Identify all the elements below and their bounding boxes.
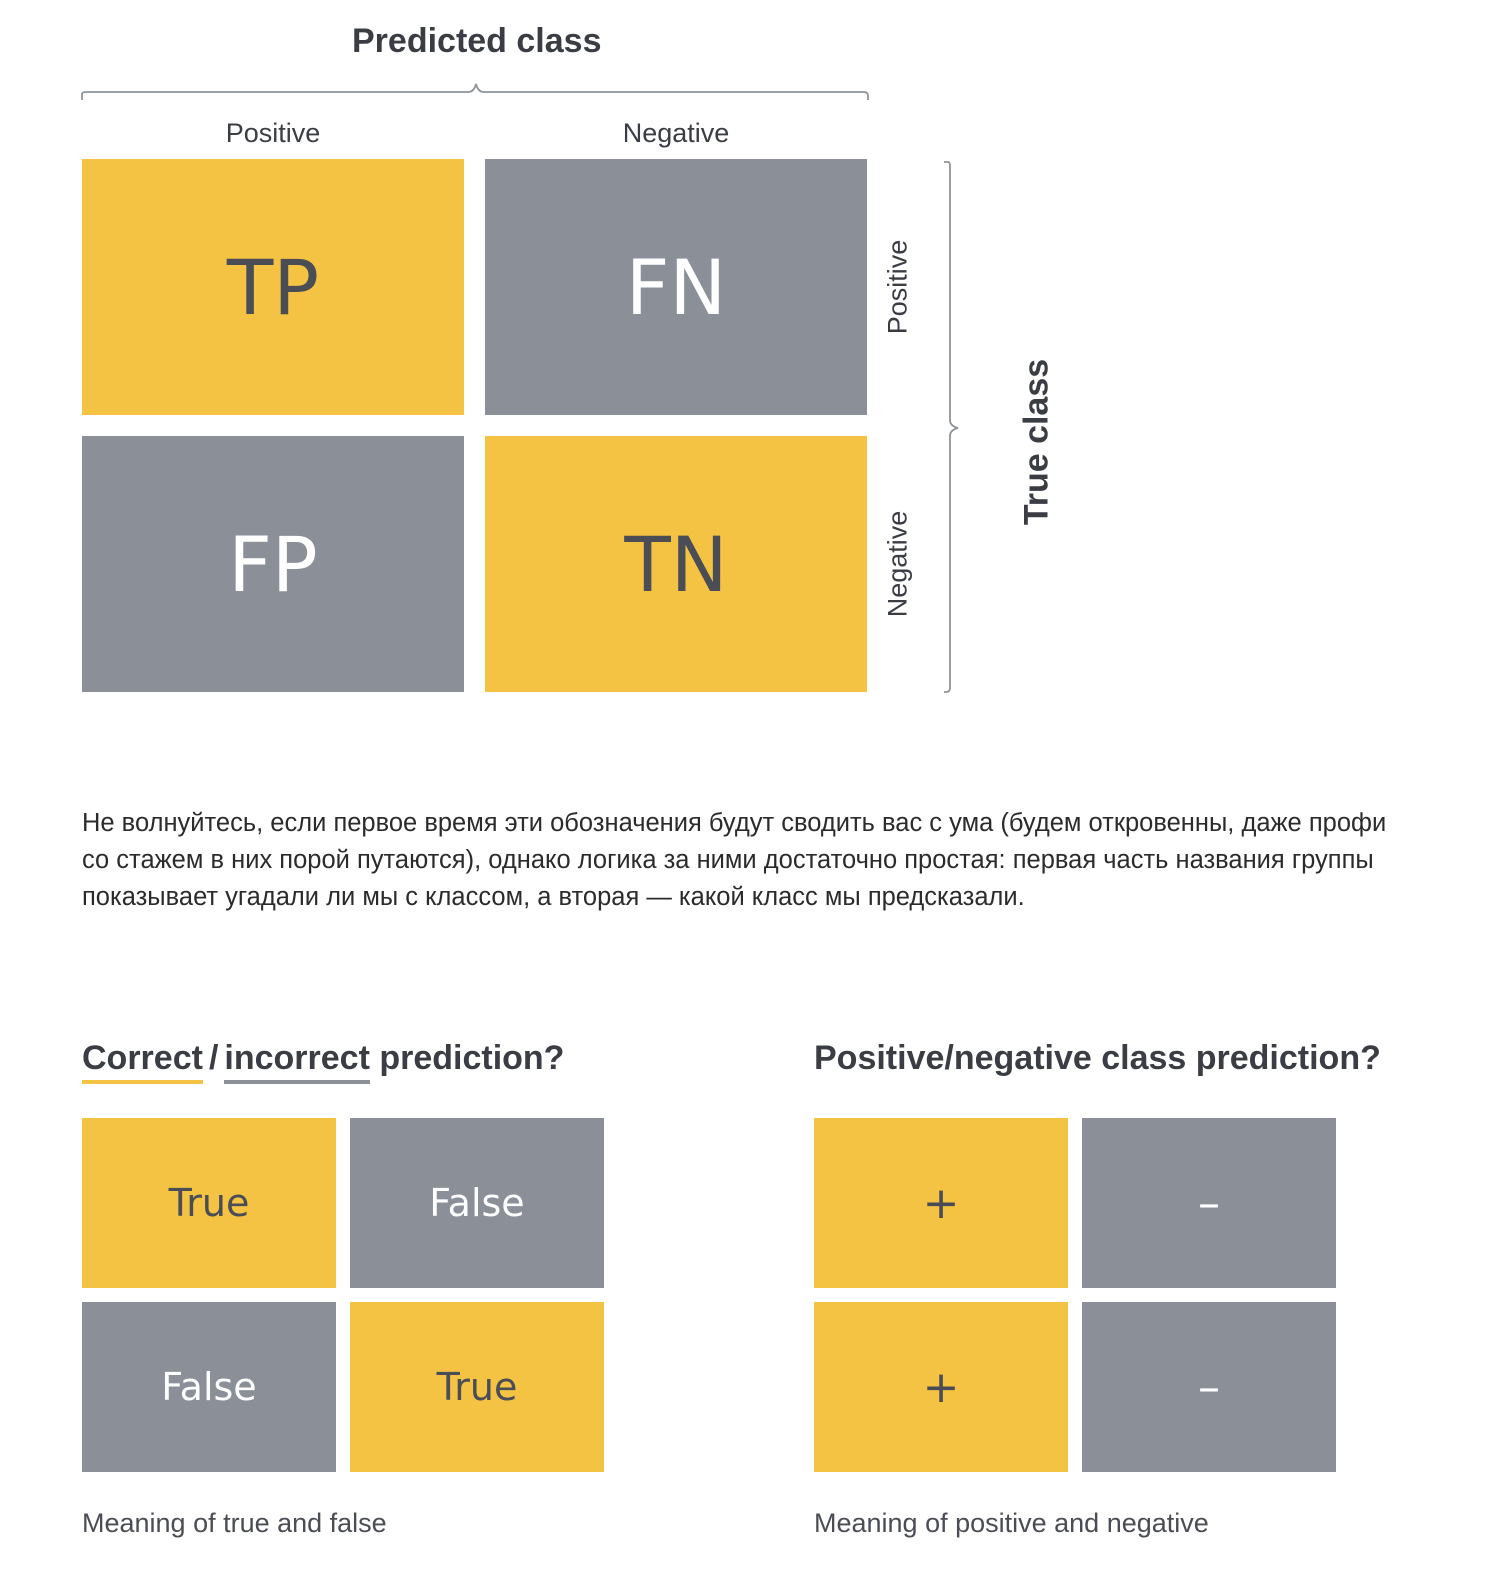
tf-cell-label: False [429,1181,525,1225]
cell-tp-label: TP [226,242,320,332]
cell-fp-label: FP [228,519,318,609]
pn-cell-bottom-left [814,1302,1068,1472]
left-panel-caption: Meaning of true and false [82,1508,387,1538]
title-rest: prediction? [369,1039,565,1077]
tf-cell-label: True [436,1365,518,1409]
cell-false-positive [82,436,464,692]
cell-true-positive [82,159,464,415]
pn-cell-top-left [814,1118,1068,1288]
cell-true-negative [485,436,867,692]
tf-cell-label: True [168,1181,250,1225]
tf-cell-bottom-left [82,1302,336,1472]
title-slash: / [208,1039,219,1077]
right-panel-title: Positive/negative class prediction? [814,1039,1381,1077]
row-header-negative: Negative [882,510,913,618]
cell-fn-label: FN [625,242,727,332]
cell-false-negative [485,159,867,415]
tf-cell-top-right [350,1118,604,1288]
minus-icon: – [1198,1177,1220,1229]
plus-icon: + [922,1361,960,1413]
predicted-class-title: Predicted class [352,22,602,60]
explanation-paragraph: Не волнуйтесь, если первое время эти обозначения будут сводить вас с ума (будем откровенны, даже профи со стажем в них порой путаются), однако логика за ними достаточно простая: первая часть названия группы показывает угадали ли мы с классом, а вторая — какой класс мы предсказали. [82,809,1387,911]
title-correct: Correct [82,1039,203,1084]
tf-cell-label: False [161,1365,257,1409]
row-header-positive: Positive [882,239,913,335]
col-header-positive: Positive [225,118,321,148]
pn-cell-top-right [1082,1118,1336,1288]
minus-icon: – [1198,1361,1220,1413]
tf-cell-top-left [82,1118,336,1288]
pn-cell-bottom-right [1082,1302,1336,1472]
left-panel-title [82,1039,564,1084]
true-class-title: True class [1017,358,1056,526]
right-panel-caption: Meaning of positive and negative [814,1508,1209,1538]
col-header-negative: Negative [622,118,730,148]
plus-icon: + [922,1177,960,1229]
cell-tn-label: TN [624,519,728,609]
title-incorrect: incorrect [224,1039,370,1084]
tf-cell-bottom-right [350,1302,604,1472]
true-class-bracket [940,158,970,698]
predicted-class-bracket [78,80,878,110]
